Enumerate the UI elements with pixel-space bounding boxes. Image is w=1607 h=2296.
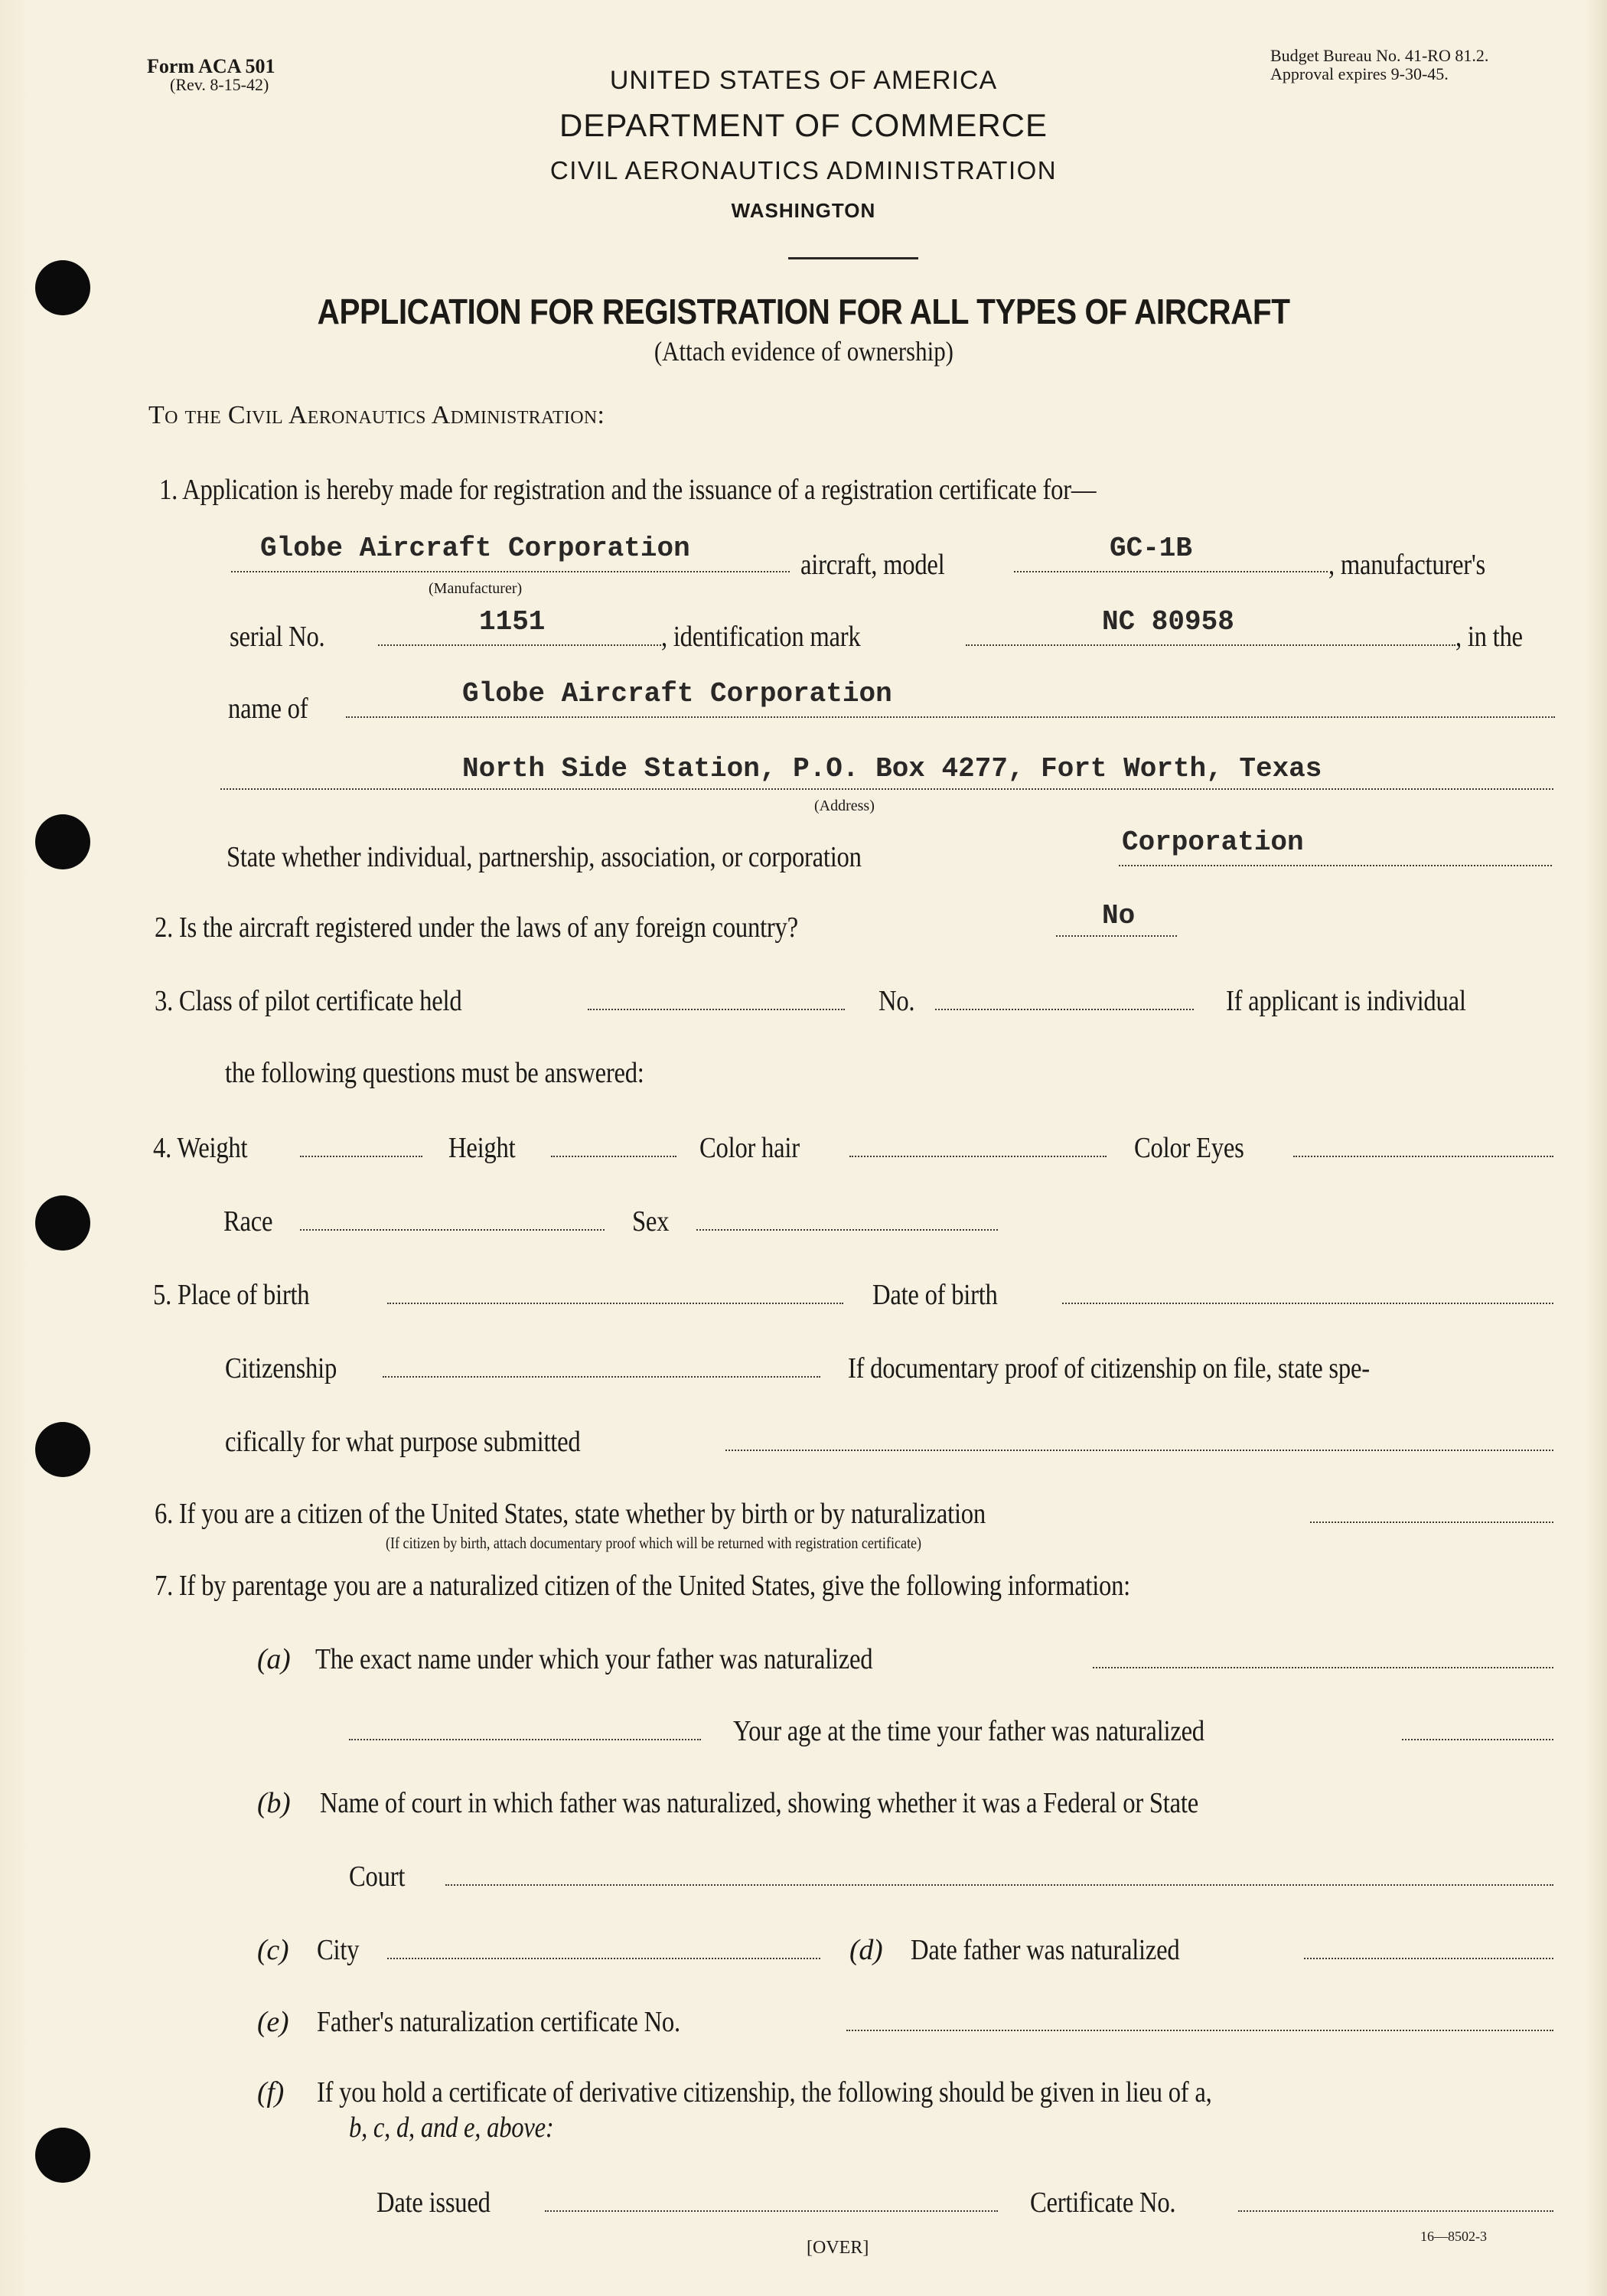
citizenship-label: Citizenship [225, 1352, 337, 1384]
form-subtitle: (Attach evidence of ownership) [654, 336, 953, 367]
citizenship-method-field[interactable] [1310, 1521, 1553, 1523]
citizenship-field[interactable] [383, 1376, 820, 1378]
date-issued-field[interactable] [545, 2210, 998, 2212]
item-e-marker: (e) [257, 2006, 289, 2038]
serial-field[interactable]: 1151 [479, 606, 546, 638]
court-label: Court [349, 1861, 406, 1893]
father-name-field[interactable] [1093, 1667, 1553, 1668]
birthplace-field[interactable] [387, 1303, 843, 1304]
aircraft-model-label: aircraft, model [800, 549, 945, 581]
certificate-no-label: Certificate No. [1030, 2187, 1176, 2219]
pilot-class-field[interactable] [588, 1009, 845, 1010]
pilot-class-label: 3. Class of pilot certificate held [155, 985, 462, 1017]
budget-bureau-number: Budget Bureau No. 41-RO 81.2. [1270, 46, 1489, 65]
address-field[interactable]: North Side Station, P.O. Box 4277, Fort Worth, Texas [462, 753, 1322, 784]
punch-hole [35, 814, 90, 869]
race-label: Race [223, 1205, 273, 1238]
court-field[interactable] [445, 1884, 1553, 1886]
proof-purpose-label: cifically for what purpose submitted [225, 1426, 581, 1458]
punch-hole [35, 2128, 90, 2183]
individual-note-continued: the following questions must be answered: [225, 1057, 644, 1089]
form-title: APPLICATION FOR REGISTRATION FOR ALL TYPES OF AIRCRAFT [317, 292, 1290, 331]
court-description-label: Name of court in which father was naturalized, showing whether it was a Federal or State [320, 1787, 1198, 1819]
form-number: Form ACA 501 [147, 55, 275, 77]
name-line [346, 716, 1555, 718]
approval-expiry: Approval expires 9-30-45. [1270, 64, 1449, 83]
naturalized-parentage-intro: 7. If by parentage you are a naturalized citizen of the United States, give the following information: [155, 1570, 1131, 1602]
serial-label: serial No. [230, 621, 325, 653]
manufacturer-field[interactable]: Globe Aircraft Corporation [260, 533, 690, 564]
item-d-marker: (d) [849, 1934, 883, 1966]
manufacturer-caption: (Manufacturer) [429, 580, 523, 597]
item-b-marker: (b) [257, 1787, 291, 1819]
weight-label: 4. Weight [153, 1132, 248, 1164]
hair-color-label: Color hair [699, 1132, 800, 1164]
age-at-naturalization-field[interactable] [1402, 1739, 1553, 1740]
administration-heading: CIVIL AERONAUTICS ADMINISTRATION [549, 156, 1058, 184]
father-name-label: The exact name under which your father was naturalized [315, 1643, 873, 1675]
manufacturers-label: , manufacturer's [1328, 549, 1486, 581]
entity-type-line [1119, 865, 1552, 866]
punch-hole [35, 1422, 90, 1477]
city-heading: WASHINGTON [731, 199, 876, 222]
item-f-marker: (f) [257, 2076, 284, 2108]
height-field[interactable] [551, 1156, 676, 1157]
owner-name-field[interactable]: Globe Aircraft Corporation [462, 678, 892, 709]
citizenship-method-note: (If citizen by birth, attach documentary proof which will be returned with registration certificate) [386, 1534, 922, 1552]
address-caption: (Address) [814, 797, 875, 814]
city-label: City [317, 1934, 360, 1966]
birthdate-field[interactable] [1062, 1303, 1553, 1304]
item-c-marker: (c) [257, 1934, 289, 1966]
eye-color-label: Color Eyes [1134, 1132, 1244, 1164]
section1-intro: 1. Application is hereby made for registration and the issuance of a registration certificate for— [159, 474, 1097, 506]
citizenship-method-question: 6. If you are a citizen of the United States, state whether by birth or by naturalization [155, 1498, 986, 1530]
naturalization-certificate-label: Father's naturalization certificate No. [317, 2006, 680, 2038]
manufacturer-line [231, 571, 790, 572]
sex-label: Sex [632, 1205, 670, 1238]
father-name-field-continued[interactable] [349, 1739, 701, 1740]
naturalization-date-field[interactable] [1304, 1958, 1553, 1959]
item-a-marker: (a) [257, 1643, 291, 1675]
name-of-label: name of [228, 693, 308, 725]
proof-purpose-field[interactable] [725, 1450, 1553, 1451]
header-divider [788, 257, 918, 259]
certificate-no-field[interactable] [1238, 2210, 1553, 2212]
sex-field[interactable] [696, 1229, 998, 1231]
print-code: 16—8502-3 [1420, 2229, 1487, 2244]
proof-note: If documentary proof of citizenship on file, state spe- [848, 1352, 1370, 1384]
entity-type-field[interactable]: Corporation [1122, 827, 1304, 858]
country-heading: UNITED STATES OF AMERICA [609, 66, 998, 95]
birthdate-label: Date of birth [872, 1279, 998, 1311]
over-indicator: [OVER] [807, 2238, 869, 2258]
foreign-registration-question: 2. Is the aircraft registered under the laws of any foreign country? [155, 912, 798, 944]
punch-hole [35, 1195, 90, 1251]
pilot-no-field[interactable] [935, 1009, 1194, 1010]
naturalization-certificate-field[interactable] [846, 2030, 1553, 2031]
model-field[interactable]: GC-1B [1110, 533, 1193, 564]
in-the-label: , in the [1455, 621, 1523, 653]
date-issued-label: Date issued [376, 2187, 491, 2219]
identification-line [966, 644, 1455, 646]
foreign-registration-line [1056, 935, 1177, 937]
form-revision: (Rev. 8-15-42) [170, 75, 269, 94]
weight-field[interactable] [300, 1156, 422, 1157]
race-field[interactable] [300, 1229, 605, 1231]
derivative-citizenship-label: If you hold a certificate of derivative citizenship, the following should be given in lieu of a, [317, 2076, 1212, 2108]
identification-label: , identification mark [661, 621, 861, 653]
entity-type-label: State whether individual, partnership, association, or corporation [227, 841, 862, 873]
department-heading: DEPARTMENT OF COMMERCE [559, 107, 1048, 143]
identification-field[interactable]: NC 80958 [1102, 606, 1234, 638]
salutation: To the Civil Aeronautics Administration: [148, 401, 605, 429]
pilot-no-label: No. [878, 985, 915, 1017]
birthplace-label: 5. Place of birth [153, 1279, 310, 1311]
age-at-naturalization-label: Your age at the time your father was naturalized [733, 1715, 1204, 1747]
address-line [220, 788, 1553, 790]
serial-line [378, 644, 661, 646]
city-field[interactable] [387, 1958, 820, 1959]
naturalization-date-label: Date father was naturalized [911, 1934, 1180, 1966]
model-line [1014, 571, 1328, 572]
hair-color-field[interactable] [849, 1156, 1107, 1157]
eye-color-field[interactable] [1293, 1156, 1553, 1157]
derivative-citizenship-label-continued: b, c, d, and e, above: [349, 2112, 554, 2144]
individual-note: If applicant is individual [1226, 985, 1466, 1017]
foreign-registration-field[interactable]: No [1102, 900, 1136, 931]
height-label: Height [448, 1132, 516, 1164]
